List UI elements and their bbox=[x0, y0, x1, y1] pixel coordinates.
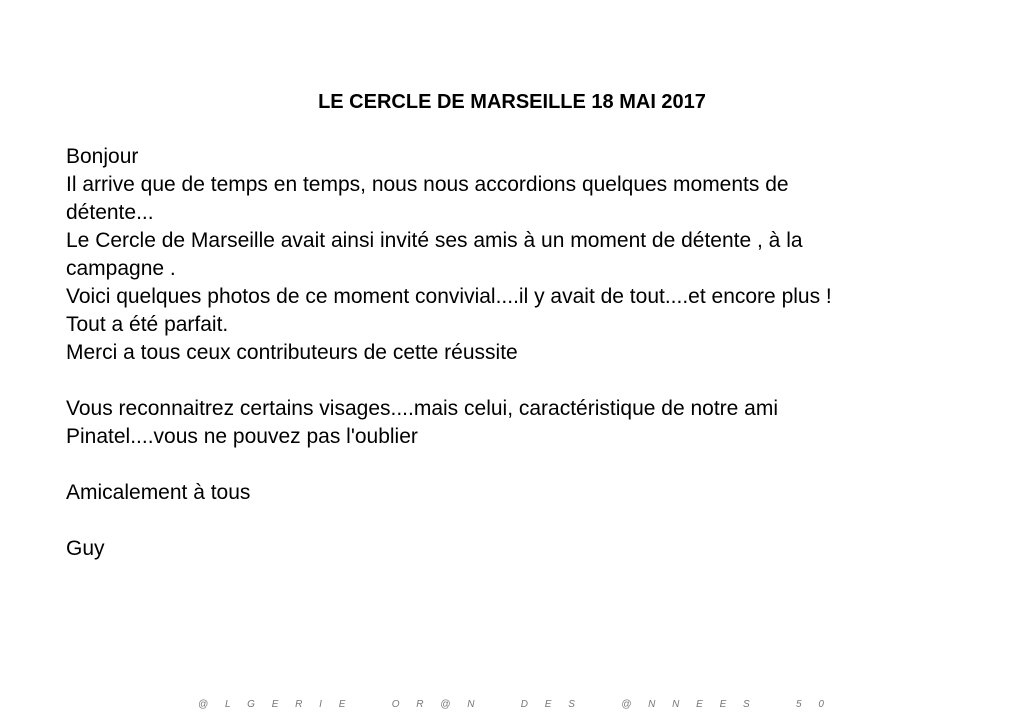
paragraph-line: Voici quelques photos de ce moment convivial....il y avait de tout....et encore plus ! bbox=[66, 285, 832, 308]
paragraph-line: Pinatel....vous ne pouvez pas l'oublier bbox=[66, 425, 418, 448]
paragraph-line: campagne . bbox=[66, 257, 176, 280]
letter-body bbox=[66, 143, 966, 563]
document-title: LE CERCLE DE MARSEILLE 18 MAI 2017 bbox=[318, 91, 706, 113]
greeting-line: Bonjour bbox=[66, 145, 139, 168]
signature: Guy bbox=[66, 537, 105, 560]
paragraph-spacer bbox=[66, 367, 966, 395]
paragraph-spacer bbox=[66, 507, 966, 535]
paragraph-line: Le Cercle de Marseille avait ainsi invité ses amis à un moment de détente , à la bbox=[66, 229, 803, 252]
paragraph-line: Merci a tous ceux contributeurs de cette réussite bbox=[66, 341, 518, 364]
paragraph-line: Tout a été parfait. bbox=[66, 313, 229, 336]
paragraph-spacer bbox=[66, 451, 966, 479]
paragraph-line: détente... bbox=[66, 201, 154, 224]
closing-line: Amicalement à tous bbox=[66, 481, 251, 504]
paragraph-line: Il arrive que de temps en temps, nous nous accordions quelques moments de bbox=[66, 173, 789, 196]
paragraph-line: Vous reconnaitrez certains visages....mais celui, caractéristique de notre ami bbox=[66, 397, 779, 420]
page-footer: @ L G E R I E O R @ N D E S @ N N E E S 5 0 bbox=[198, 699, 826, 710]
